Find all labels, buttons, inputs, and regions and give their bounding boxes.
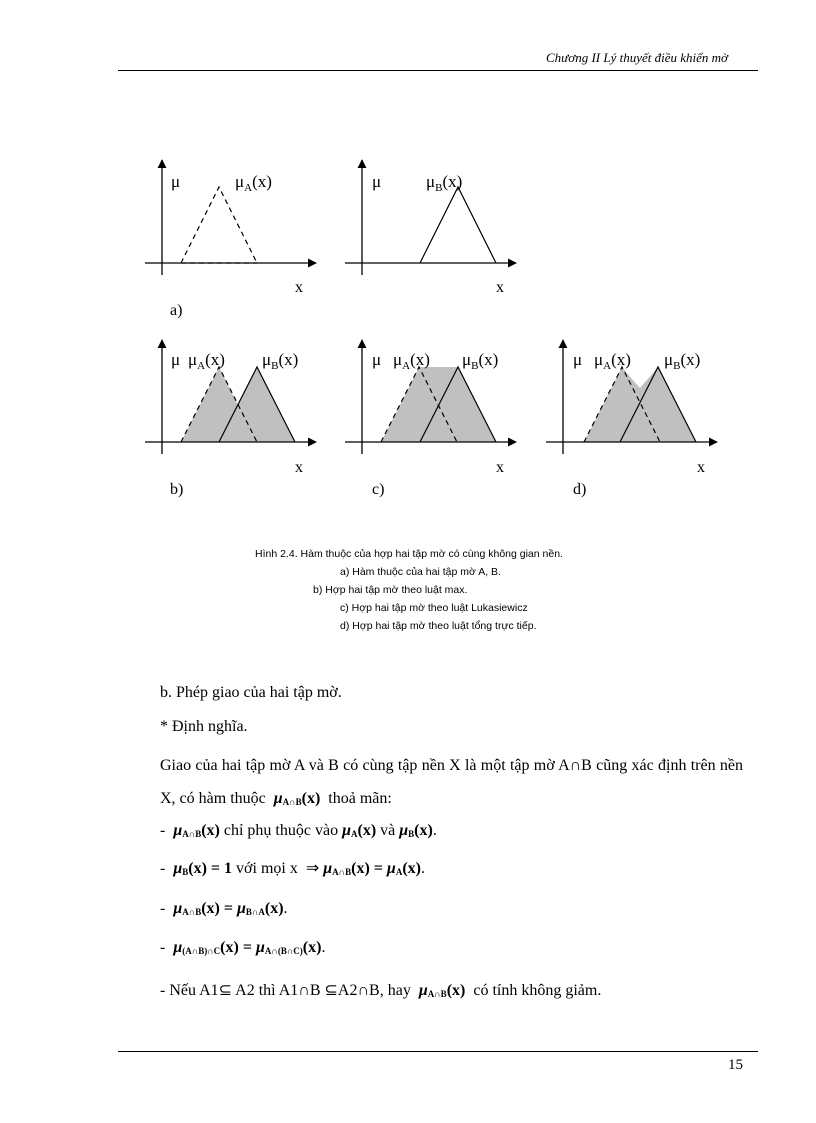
x-axis-label: x: [295, 459, 303, 476]
mu-b-label: $\mu_B(x)$: [462, 350, 499, 372]
property-text: có tính không giảm.: [473, 982, 602, 999]
set-a-curve: [181, 187, 257, 263]
formula: $\mu_{A\cap B}(x) = \mu_A(x)$: [323, 860, 421, 877]
chapter-header: Chương II Lý thuyết điều khiển mờ: [546, 50, 728, 65]
property-text: và: [380, 822, 396, 839]
panel-c: [345, 340, 516, 498]
property-text: với mọi x: [236, 860, 298, 877]
panel-b: [145, 340, 316, 498]
mu-label: μ: [171, 350, 181, 369]
caption-line: b) Hợp hai tập mờ theo luật max.: [313, 584, 468, 596]
paragraph-text: Giao của hai tập mờ A và B có cùng tập nền X là một tập mờ A∩B cũng xác định trên nền X, có hàm thuộc: [160, 757, 743, 807]
formula: $\mu_B(x)$: [399, 822, 433, 839]
panel-d: [546, 340, 717, 498]
panel-d-label: d): [573, 481, 587, 498]
panel-a-set-a: [145, 160, 316, 319]
x-axis-label: x: [697, 459, 705, 476]
mu-b-label: $\mu_B(x)$: [664, 350, 701, 372]
property-3: - $\mu_{A\cap B}(x) = \mu_{B\cap A}(x)$.: [160, 900, 288, 917]
formula: $\mu_{A\cap B}(x)$: [414, 982, 466, 999]
mu-label: μ: [171, 172, 181, 191]
property-4: - $\mu_{(A\cap B)\cap C}(x) = \mu_{A\cap(B\cap C)}(x)$.: [160, 939, 326, 956]
panel-a-set-b: [345, 160, 516, 296]
panel-b-label: b): [170, 481, 184, 498]
membership-figure: [130, 150, 740, 510]
mu-a-label: $\mu_A(x)$: [235, 172, 272, 194]
formula: $\mu_{A\cap B}(x)$: [173, 822, 220, 839]
mu-label: μ: [372, 350, 382, 369]
mu-a-label: $\mu_A(x)$: [594, 350, 631, 372]
formula: $\mu_{(A\cap B)\cap C}(x) = \mu_{A\cap(B\cap C)}(x)$: [173, 939, 322, 956]
mu-b-label: $\mu_B(x)$: [262, 350, 299, 372]
panel-a-label: a): [170, 302, 183, 319]
caption-line: Hình 2.4. Hàm thuộc của hợp hai tập mờ có cùng không gian nền.: [255, 548, 563, 560]
x-axis-label: x: [496, 279, 504, 296]
formula: $\mu_{A\cap B}(x) = \mu_{B\cap A}(x)$: [173, 900, 284, 917]
mu-b-label: $\mu_B(x)$: [426, 172, 463, 194]
property-2: - $\mu_B(x) = 1$ với mọi x ⇒ $\mu_{A\cap B}(x) = \mu_A(x)$.: [160, 860, 425, 877]
paragraph-end: thoả mãn:: [328, 790, 392, 807]
header-rule: [118, 70, 758, 71]
property-5: [160, 980, 601, 1005]
property-text: - Nếu A1⊆ A2 thì A1∩B ⊆A2∩B, hay: [160, 982, 411, 999]
formula: $\mu_B(x) = 1$: [173, 860, 233, 877]
definition-paragraph: [160, 749, 743, 819]
section-heading: b. Phép giao của hai tập mờ.: [160, 684, 342, 701]
mu-label: μ: [573, 350, 583, 369]
set-b-curve: [420, 187, 496, 263]
mu-intersection-formula: $\mu_{A\cap B}(x)$: [269, 790, 321, 807]
footer-rule: [118, 1051, 758, 1052]
x-axis-label: x: [496, 459, 504, 476]
mu-a-label: $\mu_A(x)$: [393, 350, 430, 372]
mu-label: μ: [372, 172, 382, 191]
property-1: - $\mu_{A\cap B}(x)$ chỉ phụ thuộc vào $\mu_A(x)$ và $\mu_B(x)$.: [160, 822, 437, 839]
formula: $\mu_A(x)$: [342, 822, 377, 839]
caption-line: d) Hợp hai tập mờ theo luật tổng trực tiếp.: [340, 620, 537, 632]
mu-a-label: $\mu_A(x)$: [188, 350, 225, 372]
definition-label: * Định nghĩa.: [160, 718, 248, 735]
property-text: chỉ phụ thuộc vào: [223, 822, 339, 839]
caption-line: a) Hàm thuộc của hai tập mờ A, B.: [340, 566, 501, 578]
caption-line: c) Hợp hai tập mờ theo luật Lukasiewicz: [340, 602, 528, 614]
page-number: 15: [728, 1057, 743, 1073]
x-axis-label: x: [295, 279, 303, 296]
panel-c-label: c): [372, 481, 385, 498]
